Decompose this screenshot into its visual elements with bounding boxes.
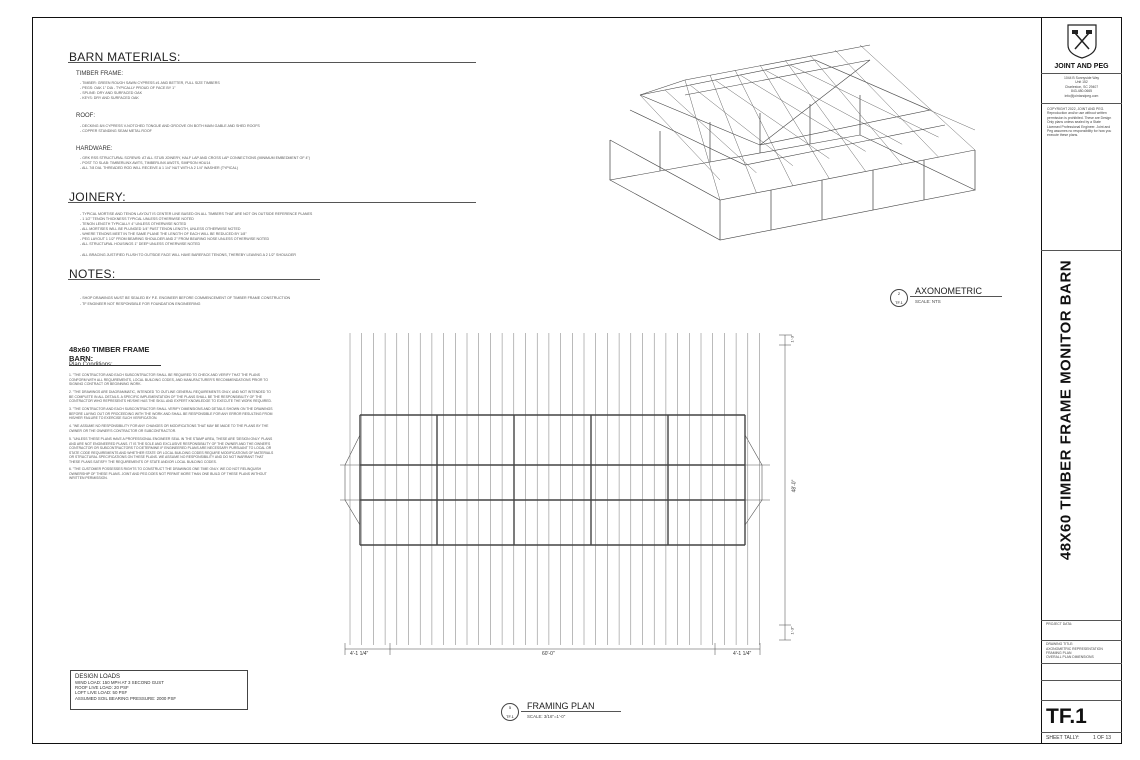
plan-condition-4: 4. "WE ASSUME NO RESPONSIBILITY FOR ANY CHANGES OR MODIFICATIONS THAT MAY BE MADE TO THE PLANS BY THE OWNER OR THE OWNER'S CONTRACTOR OR SUBCONTRACTOR. (69, 424, 269, 433)
joinery-heading: JOINERY: (69, 190, 126, 204)
truss-member (790, 65, 939, 137)
material-line: - SPLINE: DRY AND SURFACED OAK (80, 91, 142, 95)
material-line: - PEGS: OAK 1" DIA - TYPICALLY PROUD OF FACE BY 1" (80, 86, 176, 90)
joinery-line: - PEG LAYOUT 1 1/2" FROM BEARING SHOULDER AND 2" FROM BEARING NOSE UNLESS OTHERWISE NOTED (80, 237, 270, 241)
truss-member (715, 80, 829, 159)
framing-plan-drawing (330, 325, 800, 670)
design-loads-box (70, 670, 248, 710)
project-title (1051, 260, 1081, 560)
joinery-line: - ALL MORTISES WILL BE PLUNGED 1/4" PAST TENON LENGTH, UNLESS OTHERWISE NOTED (80, 227, 241, 231)
view-sheet: TF.1 (506, 714, 514, 719)
truss-member (760, 65, 829, 179)
sheet-tally-value: 1 OF 13 (1093, 735, 1112, 741)
divider (68, 279, 320, 280)
hardware-heading: HARDWARE: (76, 146, 113, 152)
joinery-line: - 1 1/2" TENON THICKNESS TYPICAL UNLESS OTHERWISE NOTED (80, 217, 194, 221)
material-line: - COPPER STANDING SEAM METAL ROOF (80, 129, 152, 133)
divider (910, 296, 1002, 297)
view-number: 5 (508, 705, 512, 710)
divider (1041, 663, 1122, 664)
material-line: - POST TO SLAB: TIMBERLINX AWTS, TIMBERLINX AW2TS, SIMPSON HDU14 (80, 161, 211, 165)
dimension-top: 1'-3" (789, 334, 795, 343)
company-logo (1065, 23, 1099, 59)
material-line: - KEYS: DRY AND SURFACED OAK (80, 96, 139, 100)
copyright-notice: COPYRIGHT 2022, JOINT AND PEG. Reproduction and/or use without written permission is prohibited. These are Design Only plans unless sealed by a State Licensed Professional Engineer. Joint and Peg assumes no responsibility for how you execute these plans. (1047, 107, 1112, 138)
drawing-title-line: FRAMING PLAN (1046, 651, 1072, 655)
drawing-title-label: DRAWING TITLE: (1046, 642, 1074, 646)
divider (521, 711, 621, 712)
view-bubble-axonometric (890, 289, 908, 307)
project-title-text: 48X60 TIMBER FRAME MONITOR BARN (1057, 259, 1075, 561)
drawing-title-line: AXONOMETRIC REPRESENTATION (1046, 647, 1103, 651)
truss-member (685, 80, 720, 200)
divider (68, 202, 476, 203)
truss-member (860, 45, 975, 150)
axonometric-scale: SCALE: NTS (915, 299, 941, 304)
roof-heading: ROOF: (76, 113, 95, 119)
plan-conditions-heading: Plan Conditions: (69, 362, 113, 368)
view-number: 2 (897, 291, 901, 296)
truss-member (690, 85, 793, 166)
barn-materials-heading: BARN MATERIALS: (69, 50, 181, 64)
address-line: Charleston, SC 29407 (1064, 84, 1099, 89)
dimension-middle: 60'-0" (542, 651, 555, 657)
framing-plan-scale: SCALE: 3/16"=1'-0" (527, 714, 566, 719)
project-data-label: PROJECT DATA: (1046, 622, 1073, 626)
joinery-line: - TYPICAL MORTISE AND TENON LAYOUT IS CENTER LINE BASED ON ALL TIMBERS THAT ARE NOT ON OUTSIDE REFERENCE PLANES (80, 212, 313, 216)
axonometric-drawing (600, 40, 980, 250)
truss-member (835, 50, 939, 157)
design-load-line: LOFT LIVE LOAD: 50 PSF (75, 690, 128, 696)
sheet-number: TF.1 (1046, 705, 1087, 728)
sheet-tally-label: SHEET TALLY: (1046, 735, 1080, 741)
plan-condition-2: 2. "THE DRAWINGS ARE DIAGRAMMATIC, INTENDED TO OUTLINE GENERAL REQUIREMENTS ONLY, AND NOT INTENDED TO BE COMPLETE IN ALL DETAILS. A SPECIFIC IMPLEMENTATION OF THE PLANS SHALL BE THE RESPONSIBILITY OF THE CONTRACTOR WHO REPRESENTS HE/SHE HAS THE SKILL AND EXPERT KNOWLEDGE TO EXECUTE THE WORK REQUIRED. (69, 390, 272, 404)
material-line: - DECKING 8/4 CYPRESS V-NOTCHED TONGUE AND GROOVE ON BOTH MAIN GABLE AND SHED ROOFS (80, 124, 260, 128)
framing-plan-title: FRAMING PLAN (527, 701, 595, 711)
divider (1041, 250, 1122, 251)
plan-condition-1: 1. "THE CONTRACTOR AND EACH SUBCONTRACTOR SHALL BE REQUIRED TO CHECK AND VERIFY THAT THE PLANS CONFORM WITH ALL REQUIREMENTS, LOCAL BUILDING CODES, AND MANUFACTURER'S RECOMMENDATIONS PRIOR TO SIGNING CONTRACT OR BEGINNING WORK. (69, 373, 268, 387)
divider (68, 62, 476, 63)
notes-heading: NOTES: (69, 267, 116, 281)
divider (1041, 680, 1122, 681)
dimension-left: 4'-1 1/4" (350, 651, 369, 657)
divider (1041, 620, 1122, 621)
plan-condition-6: 6. "THE CUSTOMER POSSESSES RIGHTS TO CONSTRUCT THE DRAWINGS ONE TIME ONLY. WE DO NOT RELINQUISH OWNERSHIP OF THESE PLANS. JOINT AND PEG DOES NOT PERMIT MORE THAN ONE BUILD OF THESE PLANS WITHOUT WRITTEN PERMISSION. (69, 467, 267, 481)
joinery-line: - ALL STRUCTURAL HOUSINGS 1" DEEP UNLESS OTHERWISE NOTED (80, 242, 201, 246)
divider (1041, 73, 1122, 74)
plan-condition-3: 3. "THE CONTRACTOR AND EACH SUBCONTRACTOR SHALL VERIFY DIMENSIONS AND DETAILS SHOWN ON THE DRAWINGS BEFORE LAYING OUT OR PROCEEDING WITH THE WORK AND SHALL BE RESPONSIBLE FOR ANY ERROR RESULTING FROM HIS/HER FAILURE TO EXERCISE SUCH VERIFICATION. (69, 407, 273, 421)
truss-member (665, 90, 756, 173)
material-line: - ALL 7/8 DIA. THREADED ROD WILL RECEIVE A 1 1/4" NUT WITH A 2 1/4" WASHER (TYPICAL) (80, 166, 238, 170)
joinery-line: - TENON LENGTH TYPICALLY 4" UNLESS OTHERWISE NOTED (80, 222, 187, 226)
company-address (1041, 76, 1122, 98)
design-load-line: WIND LOAD: 150 MPH AT 3 SECOND GUST (75, 680, 164, 685)
truss-member (815, 60, 975, 130)
barn-conditions-heading: 48x60 TIMBER FRAME BARN: (69, 345, 161, 366)
view-bubble-framing-plan (501, 703, 519, 721)
truss-member (740, 75, 866, 151)
address-line: info@jointandpeg.com (1064, 93, 1099, 98)
material-line: - TIMBER: GREEN ROUGH SAWN CYPRESS #1 AND BETTER, FULL SIZE TIMBERS (80, 81, 220, 85)
plan-condition-5: 5. "UNLESS THESE PLANS HAVE A PROFESSIONAL ENGINEER SEAL IN THE STAMP AREA, THESE ARE 'DESIGN ONLY' PLANS AND ARE NOT ENGINEERED PLANS. IT IS THE SOLE AND EXCLUSIVE RESPONSIBILITY OF THE OWNER AND THE OWNER'S CONTRACTOR OR SUBCONTRACTORS TO DETERMINE IF ENGINEERED PLANS ARE NECESSARY PURSUANT TO LOCAL OR STATE CODE REQUIREMENTS AND WHETHER STATE OR LOCAL BUILDING CODES REQUIRE MODIFICATIONS OF MATERIALS OR STRUCTURAL SPECIFICATIONS ON THESE PLANS. WE ASSUME NO RESPONSIBILITY AND DO NOT WARRANT THAT THESE PLANS SATISFY THE REQUIREMENTS OF STATE AND/OR LOCAL BUILDING CODES. (69, 437, 274, 464)
divider (1041, 732, 1122, 733)
axonometric-title: AXONOMETRIC (915, 286, 983, 296)
dimension-height: 48'-0" (791, 479, 798, 493)
timber-frame-heading: TIMBER FRAME: (76, 71, 124, 77)
dimension-bottom: 1'-3" (789, 626, 795, 635)
address-line: 1044 B Sunnyside Way (1063, 76, 1100, 80)
view-sheet: TF.1 (895, 300, 903, 305)
divider (1041, 700, 1122, 701)
dimension-right: 4'-1 1/4" (733, 651, 752, 657)
divider (1041, 103, 1122, 104)
address-line: Unit 152 (1075, 80, 1088, 85)
note-line: - SHOP DRAWINGS MUST BE SEALED BY P.E. ENGINEER BEFORE COMMENCEMENT OF TIMBER FRAME CONSTRUCTION (80, 296, 291, 300)
design-loads-heading: DESIGN LOADS (75, 674, 121, 680)
company-name: JOINT AND PEG (1054, 63, 1109, 70)
joinery-line: - WHERE TENONS MEET IN THE SAME PLANE THE LENGTH OF EACH WILL BE REDUCED BY 1/8" (80, 232, 247, 236)
divider (1041, 640, 1122, 641)
drawing-title-line: OVERALL PLAN DIMENSIONS (1046, 655, 1094, 659)
design-load-line: ASSUMED SOIL BEARING PRESSURE: 2000 PSF (75, 695, 177, 701)
design-load-line: ROOF LIVE LOAD: 20 PSF (75, 685, 129, 691)
truss-member (810, 55, 902, 164)
note-line: - TF ENGINEER NOT RESPONSIBLE FOR FOUNDATION ENGINEERING (80, 302, 201, 306)
material-line: - GRK RSS STRUCTURAL SCREWS: AT ALL STUB JOINERY, HALF LAP AND CROSS LAP CONNECTIONS (MINIMUM EMBEDMENT OF 4") (80, 156, 310, 160)
address-line: 843-480-0665 (1070, 89, 1093, 94)
joinery-line: - ALL BRACING JUSTIFIED FLUSH TO OUTSIDE FACE WILL HAVE BAREFACE TENONS, THEREBY LEAVING A 2 1/2" SHOULDER (80, 253, 297, 257)
